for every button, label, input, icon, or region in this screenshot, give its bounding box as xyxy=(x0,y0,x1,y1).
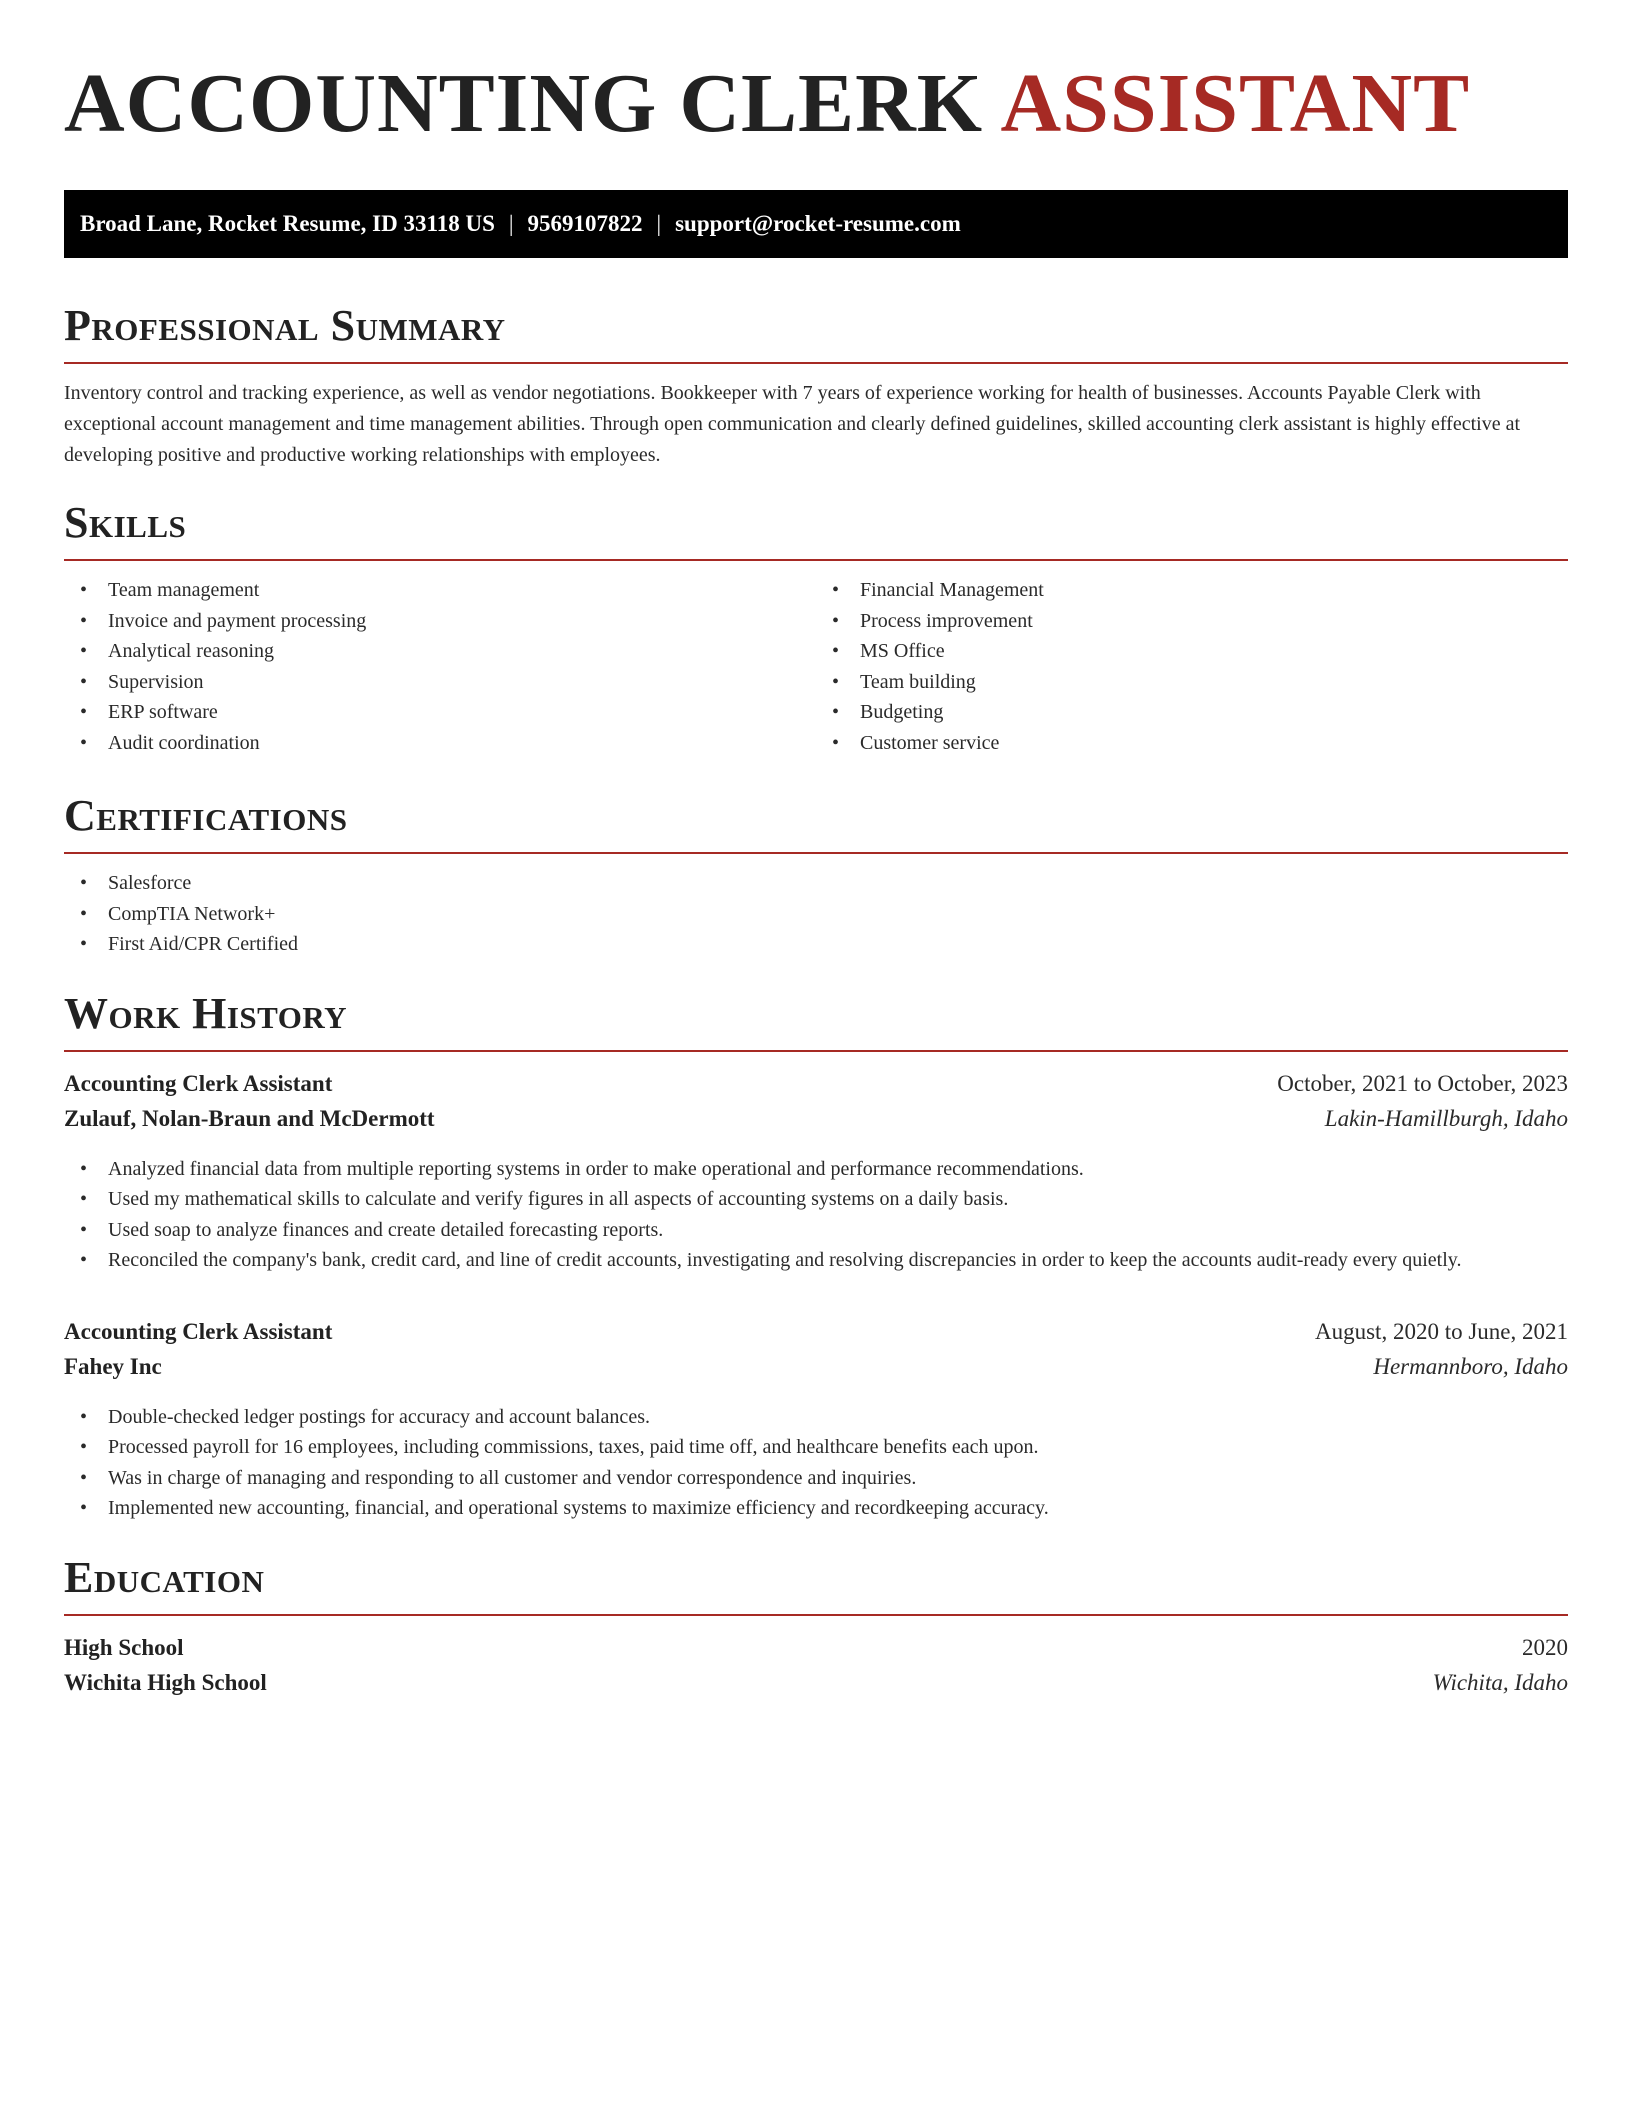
section-divider xyxy=(64,1050,1568,1052)
skills-column-right xyxy=(816,575,1568,758)
job-duty-item: • Analyzed financial data from multiple reporting systems in order to make operational and performance recommendations. xyxy=(64,1154,1568,1185)
summary-heading: Professional Summary xyxy=(64,301,506,350)
job-duty-item: • Reconciled the company's bank, credit card, and line of credit accounts, investigating and resolving discrepancies in order to keep the accounts audit-ready every quietly. xyxy=(64,1245,1568,1276)
education-school-row xyxy=(64,1665,1568,1700)
skill-item: • MS Office xyxy=(816,636,1568,667)
education-location: Wichita, Idaho xyxy=(1432,1669,1568,1695)
contact-email: support@rocket-resume.com xyxy=(675,211,961,236)
certification-item: • Salesforce xyxy=(64,868,1568,899)
skill-item: • Supervision xyxy=(64,667,816,698)
skill-item: • Team building xyxy=(816,667,1568,698)
job-title: Accounting Clerk Assistant xyxy=(64,1318,333,1344)
resume-title xyxy=(64,58,1568,150)
title-accent: ASSISTANT xyxy=(1000,57,1471,150)
title-main: ACCOUNTING CLERK xyxy=(64,57,984,150)
job-duty-item: • Processed payroll for 16 employees, including commissions, taxes, paid time off, and healthcare benefits each upon. xyxy=(64,1432,1568,1463)
education-heading: Education xyxy=(64,1552,265,1602)
summary-text: Inventory control and tracking experience, as well as vendor negotiations. Bookkeeper with 7 years of experience working for health of businesses. Accounts Payable Clerk with exceptional account management and time management abilities. Through open communication and clearly defined guidelines, skilled accounting clerk assistant is highly effective at developing positive and productive working relationships with employees. xyxy=(64,382,1521,466)
skill-item: • Process improvement xyxy=(816,606,1568,637)
job-company: Zulauf, Nolan-Braun and McDermott xyxy=(64,1105,435,1131)
education-year: 2020 xyxy=(1522,1634,1568,1660)
job-header-row xyxy=(64,1066,1568,1101)
education-section xyxy=(64,1554,1568,1700)
skill-item: • Financial Management xyxy=(816,575,1568,606)
certifications-list xyxy=(64,868,1568,960)
section-divider xyxy=(64,559,1568,561)
job-title: Accounting Clerk Assistant xyxy=(64,1070,333,1096)
job-entry xyxy=(64,1066,1568,1276)
job-location: Hermannboro, Idaho xyxy=(1373,1353,1568,1379)
contact-phone: 9569107822 xyxy=(527,211,643,236)
job-duties-list xyxy=(64,1154,1568,1276)
skill-item: • Invoice and payment processing xyxy=(64,606,816,637)
skills-list-right xyxy=(816,575,1568,758)
contact-address: Broad Lane, Rocket Resume, ID 33118 US xyxy=(80,211,495,236)
job-duty-item: • Implemented new accounting, financial, and operational systems to maximize efficiency and recordkeeping accuracy. xyxy=(64,1493,1568,1524)
certifications-section xyxy=(64,792,1568,960)
section-divider xyxy=(64,362,1568,364)
certifications-heading: Certifications xyxy=(64,791,348,840)
section-divider xyxy=(64,1614,1568,1616)
skills-grid xyxy=(64,575,1568,758)
job-entry xyxy=(64,1314,1568,1524)
work-history-section xyxy=(64,990,1568,1524)
job-location: Lakin-Hamillburgh, Idaho xyxy=(1324,1105,1568,1131)
education-school: Wichita High School xyxy=(64,1669,267,1695)
job-duty-item: • Used my mathematical skills to calculate and verify figures in all aspects of accounting systems on a daily basis. xyxy=(64,1184,1568,1215)
job-company: Fahey Inc xyxy=(64,1353,162,1379)
job-dates: October, 2021 to October, 2023 xyxy=(1277,1070,1568,1096)
job-duty-item: • Used soap to analyze finances and create detailed forecasting reports. xyxy=(64,1215,1568,1246)
skill-item: • Customer service xyxy=(816,728,1568,759)
job-header-row xyxy=(64,1314,1568,1349)
job-duties-list xyxy=(64,1402,1568,1524)
job-company-row xyxy=(64,1349,1568,1384)
skill-item: • Audit coordination xyxy=(64,728,816,759)
contact-separator: | xyxy=(508,211,514,236)
job-company-row xyxy=(64,1101,1568,1136)
job-dates: August, 2020 to June, 2021 xyxy=(1315,1318,1568,1344)
work-history-heading: Work History xyxy=(64,988,348,1038)
skill-item: • Team management xyxy=(64,575,816,606)
contact-bar xyxy=(64,190,1568,258)
education-degree: High School xyxy=(64,1634,184,1660)
skills-list-left xyxy=(64,575,816,758)
job-duty-item: • Was in charge of managing and responding to all customer and vendor correspondence and inquiries. xyxy=(64,1463,1568,1494)
summary-section xyxy=(64,302,1568,471)
certification-item: • First Aid/CPR Certified xyxy=(64,929,1568,960)
skill-item: • Budgeting xyxy=(816,697,1568,728)
certification-item: • CompTIA Network+ xyxy=(64,899,1568,930)
skills-column-left xyxy=(64,575,816,758)
job-duty-item: • Double-checked ledger postings for accuracy and account balances. xyxy=(64,1402,1568,1433)
skill-item: • ERP software xyxy=(64,697,816,728)
education-degree-row xyxy=(64,1630,1568,1665)
skills-heading: Skills xyxy=(64,498,187,547)
skill-item: • Analytical reasoning xyxy=(64,636,816,667)
skills-section xyxy=(64,499,1568,758)
contact-separator: | xyxy=(656,211,662,236)
section-divider xyxy=(64,852,1568,854)
